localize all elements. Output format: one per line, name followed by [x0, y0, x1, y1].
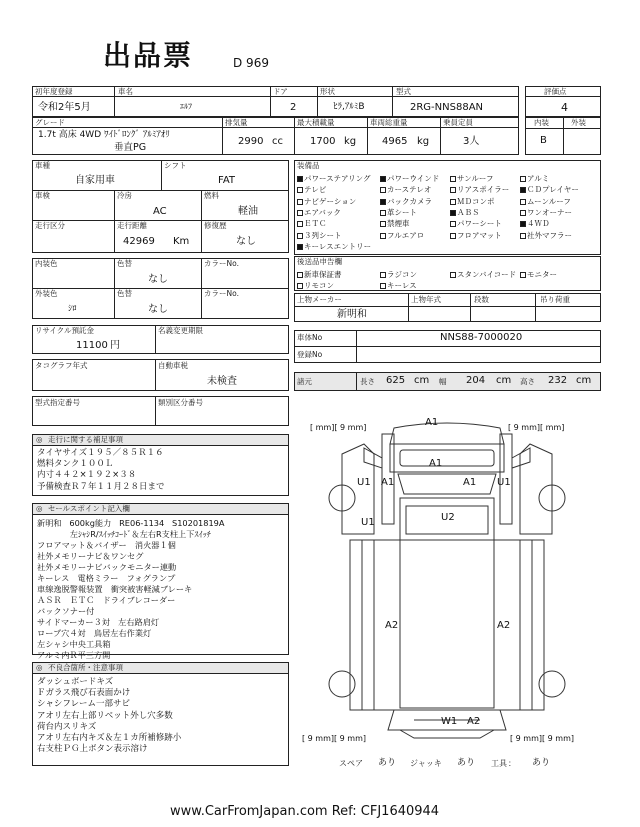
- height-value: 232: [548, 375, 568, 386]
- maker-label: 上物メーカー: [297, 295, 342, 304]
- defects-lines: [37, 677, 181, 755]
- sales-line: 左シャシ中央工具箱: [37, 639, 111, 649]
- equipment-item: [520, 207, 572, 218]
- door-value: 2: [290, 102, 297, 113]
- equipment-label: ＡＢＳ: [457, 207, 480, 217]
- equipment-label: ナビゲーション: [304, 196, 357, 206]
- tool-colon: ：: [508, 759, 516, 768]
- unchecked-box-icon: [520, 176, 526, 182]
- height-label: 高さ: [520, 377, 535, 386]
- equipment-item: [520, 173, 549, 184]
- unchecked-box-icon: [380, 272, 386, 278]
- driving-line: 燃料タンク１００Ｌ: [37, 459, 114, 470]
- int-color-change: なし: [148, 274, 168, 285]
- equipment-item: [380, 184, 431, 195]
- width-value: 204: [466, 375, 486, 386]
- cc-unit: cc: [272, 136, 283, 147]
- equipment-item: [450, 207, 480, 218]
- unchecked-box-icon: [297, 210, 303, 216]
- grade-line2: 垂直PG: [114, 142, 147, 153]
- sales-line: 社外メモリーナビ＆ワンセグ: [37, 551, 144, 561]
- ac-label: 冷房: [117, 191, 132, 200]
- equipment-item: [297, 173, 371, 184]
- defects-line: ダッシュボードキズ: [37, 677, 114, 687]
- equipment-label: スタンバイコード: [457, 270, 517, 279]
- sales-line: 車線逸脱警報装置 衝突被害軽減ブレーキ: [37, 584, 193, 594]
- equipment-item: [520, 230, 572, 241]
- cc-label: 排気量: [225, 118, 248, 127]
- equipment-label: 新車保証書: [304, 270, 342, 279]
- damage-mark-front-a1-top: A1: [425, 417, 439, 428]
- model-label: 型式: [396, 87, 411, 96]
- equipment-item: [297, 269, 342, 280]
- mileage-type-label: 走行区分: [35, 221, 65, 230]
- checked-box-icon: [520, 187, 526, 193]
- sales-line: キーレス 電格ミラー フォグランプ: [37, 573, 176, 583]
- spare-value: あり: [378, 758, 397, 768]
- sales-lines: [37, 518, 224, 661]
- damage-mark-hood-a1: A1: [429, 458, 443, 469]
- grade-label: グレード: [35, 118, 65, 127]
- reg-value: 令和2年5月: [38, 102, 91, 113]
- length-value: 625: [386, 375, 406, 386]
- spare-label: スペア: [339, 759, 363, 768]
- unchecked-box-icon: [297, 283, 303, 289]
- chassis-value: NNS88-7000020: [440, 332, 523, 343]
- equipment-label: リモコン: [304, 281, 334, 290]
- equipment-item: [380, 269, 417, 280]
- sales-line: 新明和 600kg能力 RE06-1134 S10201819A: [37, 518, 225, 528]
- damage-mark-left-a2: A2: [385, 620, 399, 631]
- name-value: ｴﾙﾌ: [180, 102, 192, 111]
- sales-line: ロープ穴４対 鳥居左右作業灯: [37, 628, 152, 638]
- equipment-item: [450, 230, 502, 241]
- ext-color-code-label: カラーNo.: [204, 289, 239, 298]
- equipment-label: アルミ: [527, 174, 550, 183]
- unchecked-box-icon: [380, 221, 386, 227]
- ext-color-change-label: 色替: [117, 289, 132, 298]
- int-color-code-label: カラーNo.: [204, 259, 239, 268]
- ext-color-value: ｼﾛ: [68, 304, 77, 314]
- unchecked-box-icon: [297, 199, 303, 205]
- shape-value: ﾋﾗ,ｱﾙﾐB: [333, 102, 365, 112]
- weight-label: 車両総重量: [370, 118, 408, 127]
- defects-line: 荷台内スリキズ: [37, 721, 97, 732]
- class-no-label: 類別区分番号: [158, 398, 203, 407]
- defects-line: アオリ左右内キズ＆左１カ所補修跡小: [37, 733, 182, 744]
- recycle-value: 11100: [76, 340, 108, 351]
- unchecked-box-icon: [297, 233, 303, 239]
- body-year-label: 上物年式: [411, 295, 441, 304]
- ac-value: AC: [153, 206, 167, 217]
- sales-title-icon: ◎: [36, 504, 43, 513]
- weight-unit: kg: [417, 136, 430, 147]
- fuel-value: 軽油: [238, 206, 258, 217]
- hoist-label: 吊り荷重: [540, 295, 570, 304]
- unchecked-box-icon: [297, 187, 303, 193]
- width-unit: cm: [496, 375, 512, 386]
- shift-label: シフト: [164, 161, 187, 170]
- damage-mark-rear-a2: A2: [467, 716, 481, 727]
- tax-value: 未検査: [207, 376, 237, 387]
- reg-no-label: 登録No: [297, 350, 323, 359]
- defects-line: アオリ左右上部リベット外し穴多数: [37, 710, 173, 721]
- inspection-label: 車検: [35, 191, 50, 200]
- damage-mark-right-a2: A2: [497, 620, 511, 631]
- model-no-label: 型式指定番号: [35, 398, 80, 407]
- driving-line: 予備検査Ｒ７年１１月２８日まで: [37, 481, 165, 492]
- load-value: 1700: [310, 136, 336, 147]
- equipment-label: パワーシート: [457, 219, 502, 229]
- driving-title: 走行に関する補足事項: [48, 435, 123, 444]
- defects-line: シャシフレーム一部サビ: [37, 699, 130, 710]
- jack-label: ジャッキ: [410, 759, 442, 768]
- kind-label: 車種: [35, 161, 50, 170]
- score-value: 4: [561, 101, 568, 114]
- damage-mark-left-u1: U1: [357, 477, 371, 488]
- sales-title: セールスポイント記入欄: [48, 504, 130, 513]
- damage-mark-right-a1: A1: [463, 477, 477, 488]
- tire-top-left: [ mm][ 9 mm]: [310, 423, 367, 432]
- equipment-label: 社外マフラー: [527, 230, 572, 240]
- shape-label: 形状: [320, 87, 335, 96]
- unchecked-box-icon: [380, 283, 386, 289]
- unchecked-box-icon: [380, 187, 386, 193]
- jack-value: あり: [457, 758, 476, 768]
- unchecked-box-icon: [520, 233, 526, 239]
- equipment-item: [297, 241, 371, 252]
- unchecked-box-icon: [450, 233, 456, 239]
- truck-diagram: [294, 414, 601, 744]
- equipment-item: [297, 230, 342, 241]
- equipment-label: ４ＷＤ: [527, 219, 550, 229]
- driving-line: タイヤサイズ１９５／８５Ｒ１６: [37, 448, 164, 458]
- damage-mark-bed-u2: U2: [441, 512, 455, 523]
- interior-label: 内装: [534, 118, 549, 127]
- width-label: 幅: [439, 377, 447, 386]
- equipment-item: [380, 196, 432, 207]
- page-title: 出品票: [103, 39, 194, 72]
- tire-top-right: [ 9 mm][ mm]: [508, 423, 565, 432]
- int-color-change-label: 色替: [117, 259, 132, 268]
- shift-value: FAT: [218, 175, 236, 186]
- equipment-label: カーステレオ: [387, 185, 432, 195]
- capacity-value: 3人: [463, 136, 480, 147]
- ext-color-change: なし: [148, 304, 168, 315]
- tire-bottom-left: [ 9 mm][ 9 mm]: [302, 734, 367, 743]
- chassis-label: 車体No: [297, 333, 323, 342]
- equipment-item: [297, 207, 341, 218]
- equipment-item: [520, 269, 557, 280]
- steps-label: 段数: [474, 295, 489, 304]
- extras-title: 後送品申告欄: [297, 257, 342, 266]
- interior-value: B: [540, 135, 547, 146]
- reg-label: 初年度登録: [35, 87, 73, 96]
- capacity-label: 乗員定員: [443, 118, 473, 127]
- length-label: 長さ: [360, 377, 375, 386]
- int-color-label: 内装色: [35, 259, 58, 268]
- equipment-label: ラジコン: [387, 270, 417, 279]
- equipment-label: フルエアロ: [387, 230, 425, 240]
- equipment-label: エアバック: [304, 207, 341, 217]
- equipment-item: [380, 218, 410, 229]
- tool-label: 工具: [491, 759, 507, 768]
- equipment-item: [380, 280, 417, 291]
- equipment-item: [297, 218, 327, 229]
- kind-value: 自家用車: [75, 175, 115, 186]
- equipment-item: [450, 269, 516, 280]
- recycle-label: リサイクル預託金: [35, 326, 94, 335]
- height-unit: cm: [576, 375, 592, 386]
- damage-mark-left-u1-lower: U1: [361, 517, 375, 528]
- damage-mark-left-a1: A1: [381, 477, 395, 488]
- equipment-label: 革シート: [387, 207, 417, 217]
- equipment-label: キーレス: [387, 281, 417, 290]
- unchecked-box-icon: [520, 210, 526, 216]
- equipment-label: ＥＴＣ: [304, 219, 327, 229]
- recycle-unit: 円: [110, 340, 120, 351]
- lot-id: D 969: [233, 56, 269, 70]
- driving-line: 内寸４４２×１９２×３８: [37, 470, 137, 481]
- equipment-item: [450, 173, 494, 184]
- unchecked-box-icon: [450, 176, 456, 182]
- defects-line: 右支柱ＰＧ上ボタン表示溶け: [37, 744, 148, 755]
- equipment-item: [380, 173, 439, 184]
- defects-title: 不良合箇所・注意事項: [48, 663, 123, 672]
- equipment-item: [297, 196, 356, 207]
- sales-line: 社外メモリーナビバックモニター連動: [37, 562, 177, 572]
- defects-title-icon: ◎: [36, 663, 43, 672]
- tax-label: 自動車税: [158, 361, 188, 370]
- tacho-label: タコグラフ年式: [35, 361, 88, 370]
- equipment-item: [297, 184, 326, 195]
- grade-line1: 1.7t 高床 4WD ﾜｲﾄﾞﾛﾝｸﾞ ｱﾙﾐｱｵﾘ: [38, 130, 170, 140]
- equipment-title: 装備品: [297, 161, 320, 170]
- load-unit: kg: [344, 136, 357, 147]
- sales-line: ＡＳＲ ＥＴＣ ドライブレコーダー: [37, 595, 176, 605]
- tool-value: あり: [532, 758, 551, 768]
- checked-box-icon: [380, 176, 386, 182]
- equipment-item: [450, 196, 495, 207]
- damage-mark-right-u1: U1: [497, 477, 511, 488]
- equipment-label: ＭＤコンポ: [457, 196, 495, 206]
- equipment-item: [520, 218, 550, 229]
- sales-line: フロアマット＆バイザー 消火器１個: [37, 540, 176, 550]
- equipment-item: [450, 218, 502, 229]
- equipment-label: パワーウインド: [387, 174, 440, 183]
- equipment-label: パワーステアリング: [304, 174, 371, 183]
- equipment-item: [520, 196, 571, 207]
- equipment-label: キーレスエントリー: [304, 241, 372, 251]
- equipment-label: ＣＤプレイヤー: [527, 185, 579, 195]
- checked-box-icon: [297, 244, 303, 250]
- checked-box-icon: [297, 176, 303, 182]
- checked-box-icon: [520, 221, 526, 227]
- equipment-item: [380, 230, 424, 241]
- cc-value: 2990: [238, 136, 264, 147]
- equipment-item: [450, 184, 509, 195]
- equipment-item: [520, 184, 579, 195]
- length-unit: cm: [414, 375, 430, 386]
- equipment-label: 禁煙車: [387, 219, 410, 229]
- name-change-label: 名義変更期限: [158, 326, 203, 335]
- model-value: 2RG-NNS88AN: [410, 102, 484, 113]
- ext-color-label: 外装色: [35, 289, 58, 298]
- tire-bottom-right: [ 9 mm][ 9 mm]: [510, 734, 575, 743]
- unchecked-box-icon: [380, 233, 386, 239]
- unchecked-box-icon: [450, 199, 456, 205]
- unchecked-box-icon: [520, 272, 526, 278]
- mileage-value: 42969: [123, 236, 155, 247]
- unchecked-box-icon: [450, 187, 456, 193]
- unchecked-box-icon: [450, 272, 456, 278]
- score-label: 評価点: [544, 87, 567, 96]
- equipment-label: ムーンルーフ: [527, 196, 571, 206]
- damage-mark-rear-w1: W1: [441, 716, 458, 727]
- history-label: 修復歴: [204, 221, 227, 230]
- door-label: ドア: [273, 87, 288, 96]
- equipment-label: リアスポイラー: [457, 185, 510, 195]
- equipment-label: バックカメラ: [387, 196, 432, 206]
- fuel-label: 燃料: [204, 191, 219, 200]
- checked-box-icon: [380, 199, 386, 205]
- name-label: 車名: [118, 87, 133, 96]
- history-value: なし: [236, 236, 256, 247]
- unchecked-box-icon: [520, 199, 526, 205]
- equipment-label: ３列シート: [304, 230, 342, 240]
- equipment-label: テレビ: [304, 185, 327, 195]
- sales-line: サイドマーカー３対 左右路肩灯: [37, 617, 160, 627]
- equipment-label: フロアマット: [457, 230, 502, 240]
- equipment-item: [297, 280, 334, 291]
- exterior-label: 外装: [571, 118, 586, 127]
- footer-ref: www.CarFromJapan.com Ref: CFJ1640944: [170, 804, 440, 819]
- unchecked-box-icon: [450, 221, 456, 227]
- checked-box-icon: [450, 210, 456, 216]
- equipment-label: ワンオーナー: [527, 207, 572, 217]
- mileage-label: 走行距離: [117, 221, 147, 230]
- dims-label: 諸元: [297, 377, 312, 386]
- weight-value: 4965: [382, 136, 408, 147]
- defects-line: Ｆガラス飛び石表面かけ: [37, 688, 131, 699]
- unchecked-box-icon: [297, 272, 303, 278]
- unchecked-box-icon: [380, 210, 386, 216]
- unchecked-box-icon: [297, 221, 303, 227]
- sales-line: バックソナー付: [37, 606, 95, 616]
- maker-value: 新明和: [337, 309, 367, 320]
- equipment-label: サンルーフ: [457, 174, 494, 183]
- equipment-item: [380, 207, 417, 218]
- driving-lines: [37, 448, 165, 493]
- load-label: 最大積載量: [297, 118, 335, 127]
- sales-line: アルミ内Ｒ平三方開: [37, 650, 111, 660]
- mileage-unit: Km: [173, 236, 190, 247]
- equipment-label: モニター: [527, 270, 557, 279]
- sales-line: 左ｼｬｼR/ｽｲｯﾁｺｰﾄﾞ＆左右R支柱上下ｽｲｯﾁ: [37, 529, 211, 539]
- driving-title-icon: ◎: [36, 435, 43, 444]
